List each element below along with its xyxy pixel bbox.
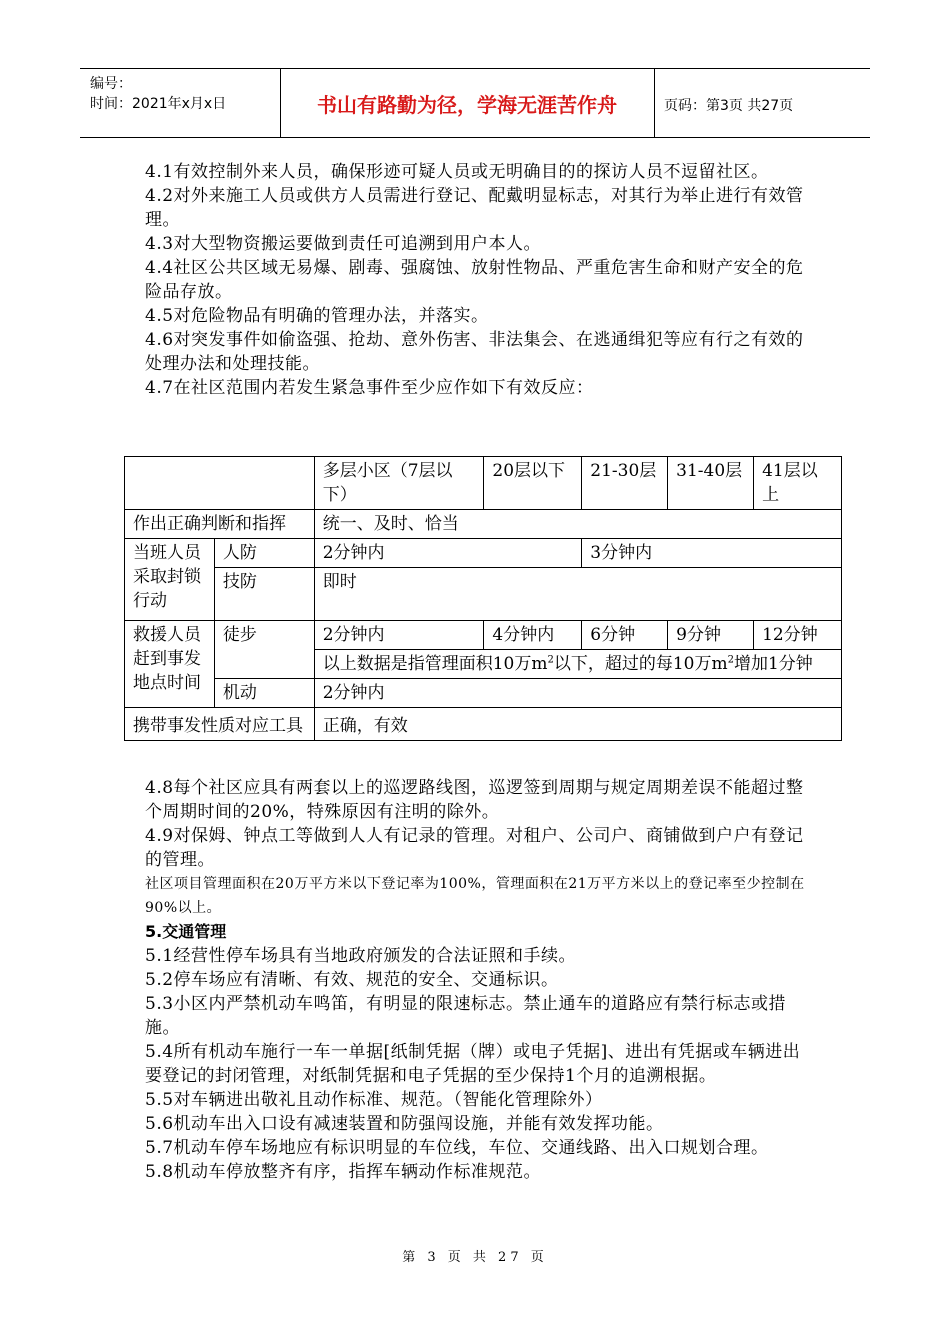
motor-value: 2分钟内 xyxy=(314,679,841,708)
document-number-label: 编号： xyxy=(90,76,132,92)
paragraph-5-3: 5.3小区内严禁机动车鸣笛，有明显的限速标志。禁止通车的道路应有禁行标志或措施。 xyxy=(145,994,787,1038)
civil-defense-time-b: 3分钟内 xyxy=(582,539,842,568)
paragraph-4-1: 4.1有效控制外来人员，确保形迹可疑人员或无明确目的的探访人员不逗留社区。 xyxy=(145,162,769,182)
lockdown-label: 当班人员采取封锁行动 xyxy=(125,539,215,621)
table-head-cell: 21-30层 xyxy=(582,457,668,510)
paragraph-5-7: 5.7机动车停车场地应有标识明显的车位线，车位、交通线路、出入口规划合理。 xyxy=(145,1138,769,1158)
paragraph-4-7: 4.7在社区范围内若发生紧急事件至少应作如下有效反应： xyxy=(145,378,594,398)
paragraph-4-2: 4.2对外来施工人员或供方人员需进行登记、配戴明显标志，对其行为举止进行有效管理。 xyxy=(145,186,804,230)
area-note-part1: 以上数据是指管理面积10万m xyxy=(322,654,548,674)
tools-label: 携带事发性质对应工具 xyxy=(125,708,315,741)
paragraph-4-5: 4.5对危险物品有明确的管理办法，并落实。 xyxy=(145,306,489,326)
judgment-value: 统一、及时、恰当 xyxy=(314,510,841,539)
response-table xyxy=(124,456,842,741)
rescue-label: 救援人员赶到事发地点时间 xyxy=(125,621,215,708)
paragraph-4-3: 4.3对大型物资搬运要做到责任可追溯到用户本人。 xyxy=(145,234,542,254)
table-row xyxy=(125,539,842,568)
judgment-label: 作出正确判断和指挥 xyxy=(125,510,315,539)
area-note-sup: 2 xyxy=(547,654,554,666)
paragraph-5-1: 5.1经营性停车场具有当地政府颁发的合法证照和手续。 xyxy=(145,946,577,966)
civil-defense-time-a: 2分钟内 xyxy=(314,539,582,568)
paragraph-5-6: 5.6机动车出入口设有减速装置和防强闯设施，并能有效发挥功能。 xyxy=(145,1114,664,1134)
table-head-cell: 31-40层 xyxy=(668,457,754,510)
paragraph-5-4: 5.4所有机动车施行一车一单据[纸制凭据（牌）或电子凭据]、进出有凭据或车辆进出要登记的封闭管理，对纸制凭据和电子凭据的至少保持1个月的追溯根据。 xyxy=(145,1042,801,1086)
walk-time-cell: 4分钟内 xyxy=(484,621,582,650)
walk-time-cell: 6分钟 xyxy=(582,621,668,650)
paragraph-4-8: 4.8每个社区应具有两套以上的巡逻路线图，巡逻签到周期与规定周期差误不能超过整个周期时间的20%，特殊原因有注明的除外。 xyxy=(145,778,804,822)
header-motto: 书山有路勤为径，学海无涯苦作舟 xyxy=(280,69,655,137)
paragraph-4-9: 4.9对保姆、钟点工等做到人人有记录的管理。对租户、公司户、商铺做到户户有登记的管理。 xyxy=(145,826,804,870)
table-head-cell: 20层以下 xyxy=(484,457,582,510)
area-note-part2: 以下，超过的每10万m xyxy=(553,654,728,674)
section-title-traffic: 5.交通管理 xyxy=(145,922,227,941)
area-note-sup: 2 xyxy=(727,654,734,666)
table-row xyxy=(125,457,842,510)
table-row xyxy=(125,568,842,621)
header-left-cell xyxy=(80,69,281,137)
area-note-part3: 增加1分钟 xyxy=(733,654,813,674)
tech-defense-value: 即时 xyxy=(314,568,841,621)
tools-value: 正确，有效 xyxy=(314,708,841,741)
walk-time-cell: 9分钟 xyxy=(668,621,754,650)
page-header xyxy=(80,68,870,138)
table-head-cell: 41层以上 xyxy=(754,457,842,510)
paragraph-5-5: 5.5对车辆进出敬礼且动作标准、规范。（智能化管理除外） xyxy=(145,1090,603,1110)
content-top xyxy=(145,160,815,400)
walk-label: 徒步 xyxy=(214,621,314,679)
tech-defense-label: 技防 xyxy=(214,568,314,621)
walk-time-cell: 12分钟 xyxy=(754,621,842,650)
table-row xyxy=(125,708,842,741)
civil-defense-label: 人防 xyxy=(214,539,314,568)
paragraph-5-8: 5.8机动车停放整齐有序，指挥车辆动作标准规范。 xyxy=(145,1162,542,1182)
table-row xyxy=(125,679,842,708)
paragraph-4-4: 4.4社区公共区域无易爆、剧毒、强腐蚀、放射性物品、严重危害生命和财产安全的危险品存放。 xyxy=(145,258,804,302)
table-row xyxy=(125,510,842,539)
motor-label: 机动 xyxy=(214,679,314,708)
paragraph-registration-rate: 社区项目管理面积在20万平方米以下登记率为100%，管理面积在21万平方米以上的登记率至少控制在90%以上。 xyxy=(145,876,805,916)
area-note xyxy=(314,650,841,679)
paragraph-5-2: 5.2停车场应有清晰、有效、规范的安全、交通标识。 xyxy=(145,970,559,990)
document-time-label: 时间：2021年x月x日 xyxy=(90,96,227,112)
walk-time-cell: 2分钟内 xyxy=(314,621,484,650)
table-head-cell: 多层小区（7层以下） xyxy=(314,457,484,510)
table-cell-empty xyxy=(125,457,315,510)
header-page-info: 页码：第3页 共27页 xyxy=(664,98,794,114)
paragraph-4-6: 4.6对突发事件如偷盗强、抢劫、意外伤害、非法集会、在逃通缉犯等应有行之有效的处理办法和处理技能。 xyxy=(145,330,804,374)
table-row xyxy=(125,621,842,650)
page-footer: 第 3 页 共 27 页 xyxy=(402,1250,548,1265)
content-bottom xyxy=(145,776,815,1184)
